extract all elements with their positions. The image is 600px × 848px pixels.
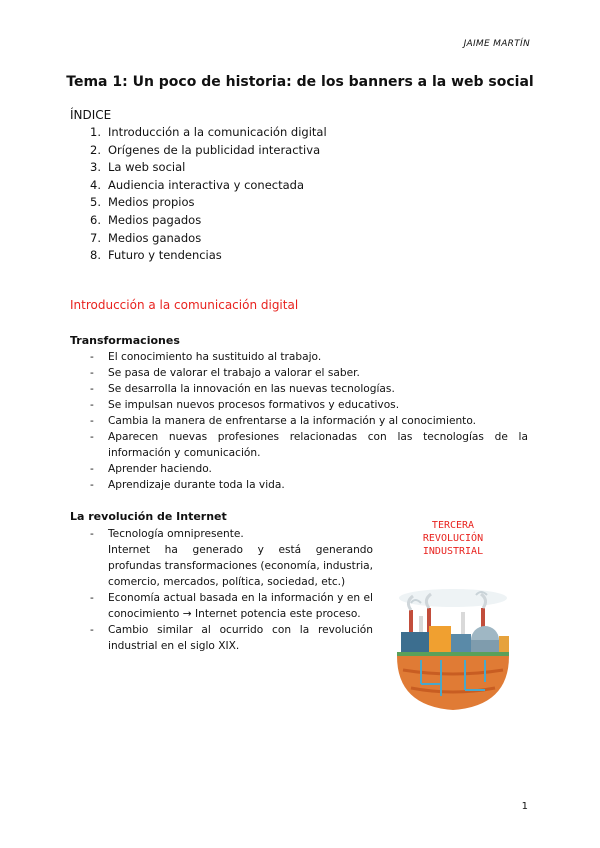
list-item: - Se pasa de valorar el trabajo a valorar el saber. bbox=[88, 365, 528, 381]
toc-item: 4. Audiencia interactiva y conectada bbox=[90, 177, 305, 192]
toc-item: 6. Medios pagados bbox=[90, 212, 202, 227]
building-shape bbox=[401, 632, 429, 652]
list-item bbox=[88, 526, 373, 590]
illustration-caption-line: TERCERA bbox=[431, 520, 475, 531]
toc-item: 7. Medios ganados bbox=[90, 230, 202, 245]
subheading-transformaciones: Transformaciones bbox=[70, 334, 180, 347]
list-item: - Aprendizaje durante toda la vida. bbox=[88, 477, 528, 493]
header-author: JAIME MARTÍN bbox=[463, 39, 530, 49]
toc-item: 1. Introducción a la comunicación digital bbox=[90, 125, 327, 139]
earth-cross-section bbox=[397, 656, 509, 710]
transformaciones-list bbox=[88, 349, 528, 493]
list-item: - Se desarrolla la innovación en las nuevas tecnologías. bbox=[88, 381, 528, 397]
index-heading: ÍNDICE bbox=[70, 108, 112, 122]
list-item: - Aparecen nuevas profesiones relacionadas con las tecnologías de la información y comunicación. bbox=[88, 429, 528, 461]
bullet-text: Internet ha generado y está generando profundas transformaciones (economía, industria, comercio, mercados, política, sociedad, etc.) bbox=[108, 544, 373, 588]
sky-shape bbox=[399, 589, 507, 607]
list-item: - Se impulsan nuevos procesos formativos y educativos. bbox=[88, 397, 528, 413]
building-shape bbox=[429, 626, 451, 652]
page-number: 1 bbox=[521, 801, 528, 812]
building-shape bbox=[471, 640, 501, 652]
list-item: - Aprender haciendo. bbox=[88, 461, 528, 477]
revolucion-list bbox=[88, 526, 373, 654]
grass-strip bbox=[397, 652, 509, 656]
toc-item: 8. Futuro y tendencias bbox=[90, 248, 222, 263]
illustration-caption-line: INDUSTRIAL bbox=[422, 546, 484, 557]
bullet-title: - Tecnología omnipresente. bbox=[108, 528, 244, 540]
building-shape bbox=[451, 634, 471, 652]
toc-item: 5. Medios propios bbox=[90, 195, 195, 210]
list-item: - El conocimiento ha sustituido al trabajo. bbox=[88, 349, 528, 365]
subheading-revolucion: La revolución de Internet bbox=[70, 510, 227, 523]
toc-item: 3. La web social bbox=[90, 160, 186, 175]
table-of-contents bbox=[90, 124, 327, 265]
building-shape bbox=[499, 636, 509, 652]
third-industrial-revolution-illustration bbox=[381, 510, 525, 715]
list-item: - Cambio similar al ocurrido con la revolución industrial en el siglo XIX. bbox=[88, 622, 373, 654]
section-heading: Introducción a la comunicación digital bbox=[70, 298, 299, 312]
list-item: - Cambia la manera de enfrentarse a la información y al conocimiento. bbox=[88, 413, 528, 429]
list-item: - Economía actual basada en la información y en el conocimiento → Internet potencia este proceso. bbox=[88, 590, 373, 622]
page-title: Tema 1: Un poco de historia: de los banners a la web social bbox=[66, 74, 534, 90]
illustration-caption-line: REVOLUCIÓN bbox=[422, 533, 484, 544]
dome-shape bbox=[471, 626, 499, 640]
toc-item: 2. Orígenes de la publicidad interactiva bbox=[90, 142, 321, 157]
